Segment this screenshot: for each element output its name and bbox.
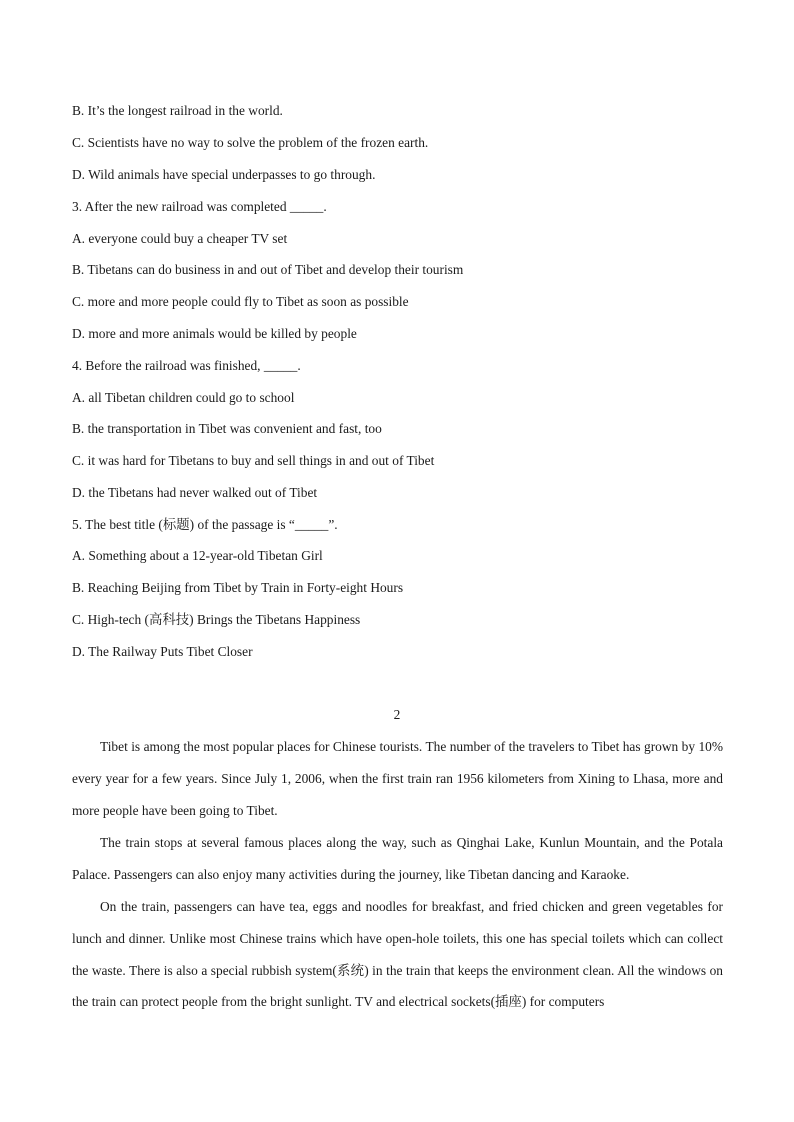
q5-option-a: A. Something about a 12-year-old Tibetan Girl xyxy=(72,548,323,563)
q4-option-d: D. the Tibetans had never walked out of Tibet xyxy=(72,485,318,500)
q5-option-b: B. Reaching Beijing from Tibet by Train in Forty-eight Hours xyxy=(72,580,404,595)
q4-option-c: C. it was hard for Tibetans to buy and sell things in and out of Tibet xyxy=(72,453,435,468)
q3-stem: 3. After the new railroad was completed _____. xyxy=(72,199,327,214)
section-number: 2 xyxy=(393,707,401,722)
q2-option-d: D. Wild animals have special underpasses to go through. xyxy=(72,167,376,182)
passage-paragraph-2: The train stops at several famous places along the way, such as Qinghai Lake, Kunlun Mountain, and the Potala Palace. Passengers can also enjoy many activities during the journey, like Tibetan dancing and Karaoke. xyxy=(72,835,723,882)
q4-stem: 4. Before the railroad was finished, _____. xyxy=(72,358,301,373)
q5-option-c: C. High-tech (高科技) Brings the Tibetans Happiness xyxy=(72,612,361,627)
passage-paragraph-3: On the train, passengers can have tea, eggs and noodles for breakfast, and fried chicken and green vegetables for lunch and dinner. Unlike most Chinese trains which have open-hole toilets, this one has special toilets which can collect the waste. There is also a special rubbish system(系统) in the train that keeps the environment clean. All the windows on the train can protect people from the bright sunlight. TV and electrical sockets(插座) for computers xyxy=(72,899,723,1010)
q5-option-d: D. The Railway Puts Tibet Closer xyxy=(72,644,253,659)
q5-stem: 5. The best title (标题) of the passage is “_____”. xyxy=(72,517,338,532)
q4-option-b: B. the transportation in Tibet was convenient and fast, too xyxy=(72,421,382,436)
q2-option-b: B. It’s the longest railroad in the world. xyxy=(72,103,283,118)
passage-paragraph-1: Tibet is among the most popular places for Chinese tourists. The number of the travelers to Tibet has grown by 10% every year for a few years. Since July 1, 2006, when the first train ran 1956 kilometers from Xining to Lhasa, more and more people have been going to Tibet. xyxy=(72,739,723,818)
q3-option-b: B. Tibetans can do business in and out of Tibet and develop their tourism xyxy=(72,262,464,277)
q4-option-a: A. all Tibetan children could go to school xyxy=(72,390,295,405)
q3-option-d: D. more and more animals would be killed by people xyxy=(72,326,357,341)
q3-option-a: A. everyone could buy a cheaper TV set xyxy=(72,231,288,246)
q2-option-c: C. Scientists have no way to solve the problem of the frozen earth. xyxy=(72,135,429,150)
q3-option-c: C. more and more people could fly to Tibet as soon as possible xyxy=(72,294,409,309)
